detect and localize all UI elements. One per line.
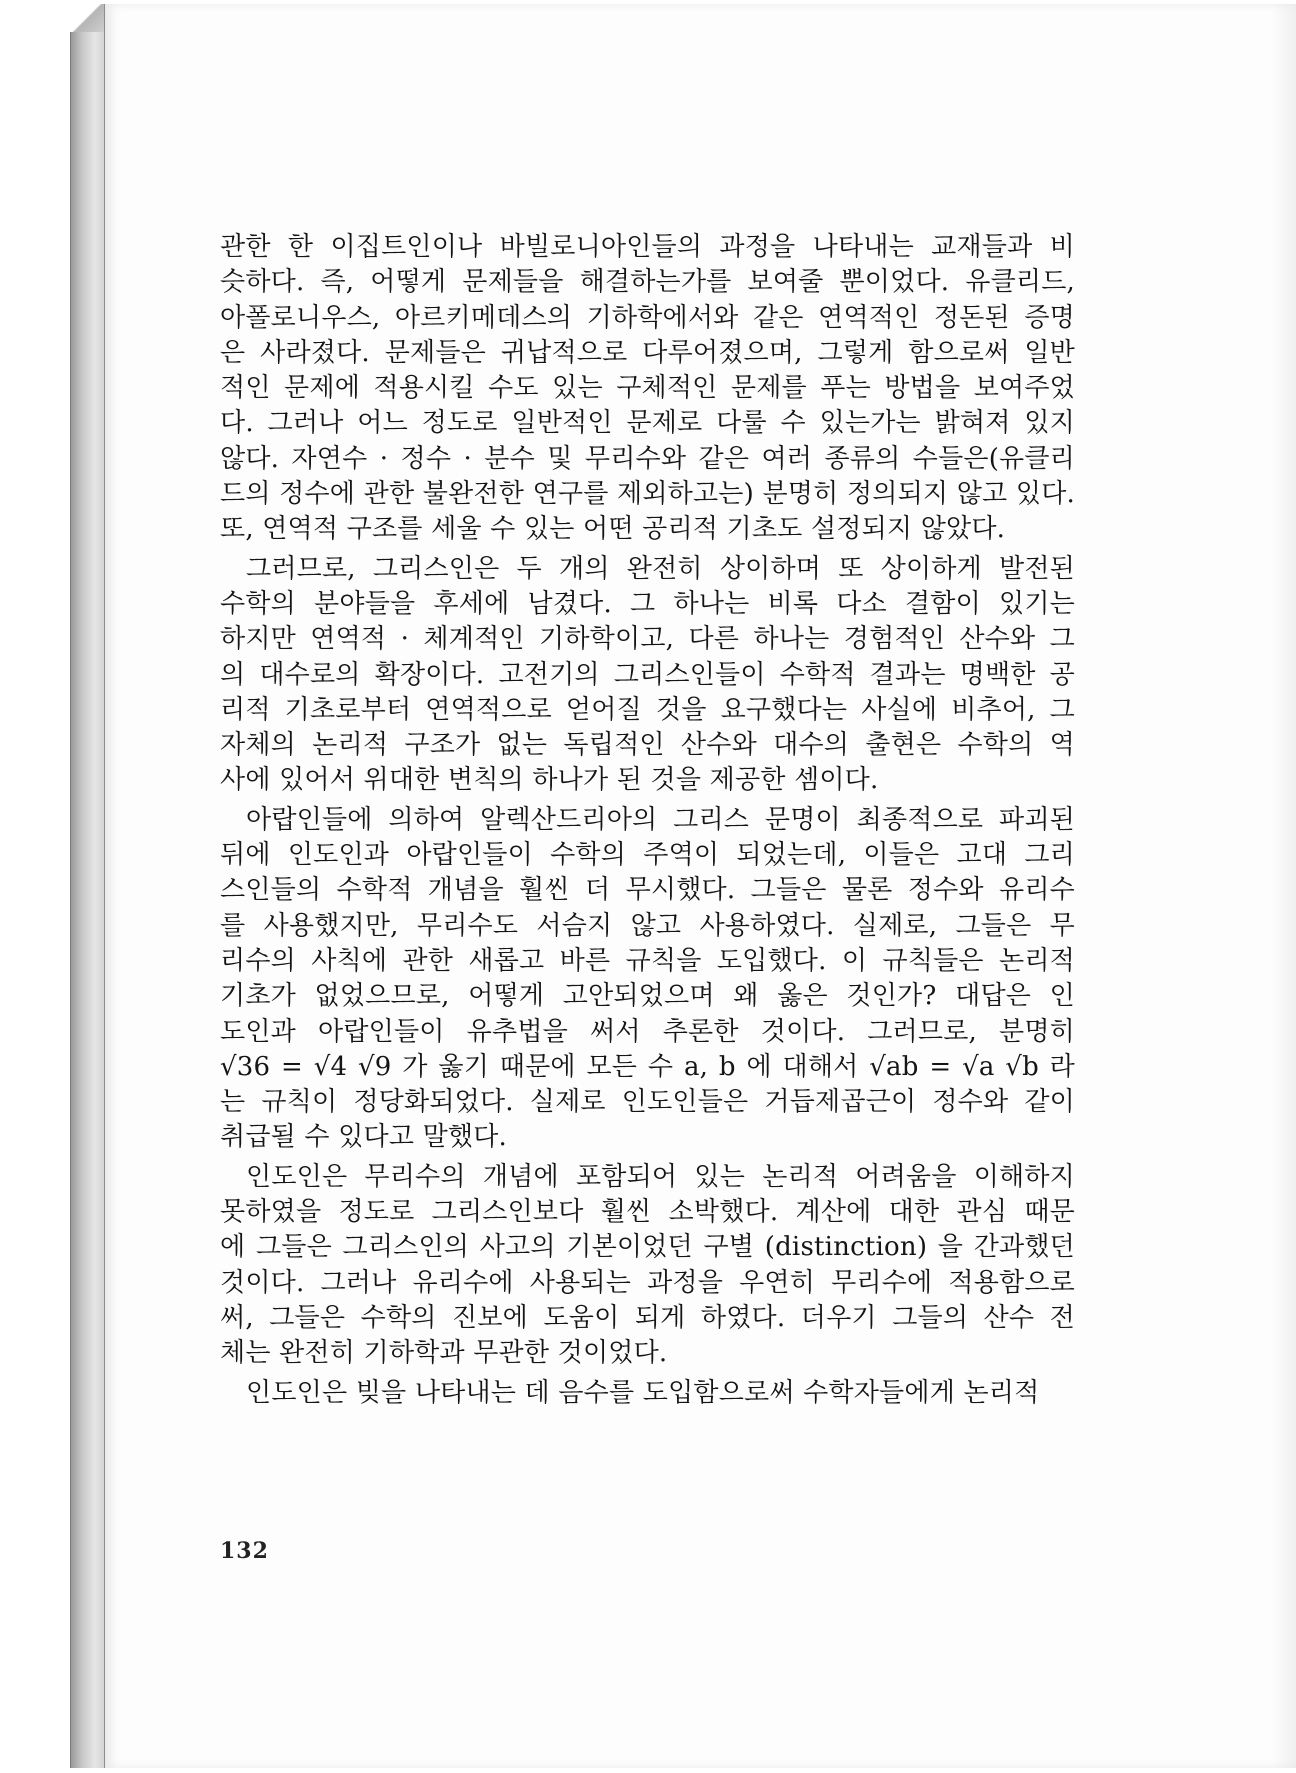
text-line: 취급될 수 있다고 말했다. bbox=[220, 1122, 508, 1153]
paragraph bbox=[220, 1160, 1075, 1372]
book-spine-corner bbox=[70, 4, 104, 32]
text-line: 그러므로, 그리스인은 두 개의 완전히 상이하며 또 상이하게 발전된 bbox=[246, 553, 1075, 584]
text-line: 수학의 분야들을 후세에 남겼다. 그 하나는 비록 다소 결함이 있기는 bbox=[220, 588, 1075, 619]
text-line: 아랍인들에 의하여 알렉산드리아의 그리스 문명이 최종적으로 파괴된 bbox=[246, 804, 1075, 835]
text-line: 스인들의 수학적 개념을 훨씬 더 무시했다. 그들은 물론 정수와 유리수 bbox=[220, 875, 1075, 906]
text-line: 써, 그들은 수학의 진보에 도움이 되게 하였다. 더우기 그들의 산수 전 bbox=[220, 1302, 1075, 1333]
paragraph bbox=[220, 803, 1075, 1156]
text-line: 의 대수로의 확장이다. 고전기의 그리스인들이 수학적 결과는 명백한 공 bbox=[220, 659, 1075, 690]
text-line: 는 규칙이 정당화되었다. 실제로 인도인들은 거듭제곱근이 정수와 같이 bbox=[220, 1087, 1075, 1118]
text-line: 것이다. 그러나 유리수에 사용되는 과정을 우연히 무리수에 적용함으로 bbox=[220, 1267, 1075, 1298]
text-line: 뒤에 인도인과 아랍인들이 수학의 주역이 되었는데, 이들은 고대 그리 bbox=[220, 840, 1075, 871]
text-line: 인도인은 무리수의 개념에 포함되어 있는 논리적 어려움을 이해하지 bbox=[246, 1161, 1075, 1192]
text-line: 에 그들은 그리스인의 사고의 기본이었던 구별 (distinction) 을 간과했던 bbox=[220, 1232, 1075, 1263]
text-line: 사에 있어서 위대한 변칙의 하나가 된 것을 제공한 셈이다. bbox=[220, 765, 879, 796]
paragraph bbox=[220, 552, 1075, 799]
text-line: 드의 정수에 관한 불완전한 연구를 제외하고는) 분명히 정의되지 않고 있다. bbox=[220, 479, 1075, 510]
text-line: √36 = √4 √9 가 옳기 때문에 모든 수 a, b 에 대해서 √ab = √a √b 라 bbox=[220, 1051, 1075, 1082]
text-line: 않다. 자연수 · 정수 · 분수 및 무리수와 같은 여러 종류의 수들은(유클리 bbox=[220, 443, 1075, 474]
text-line: 은 사라졌다. 문제들은 귀납적으로 다루어졌으며, 그렇게 함으로써 일반 bbox=[220, 337, 1075, 368]
text-line: 하지만 연역적 · 체계적인 기하학이고, 다른 하나는 경험적인 산수와 그 bbox=[220, 624, 1075, 655]
text-line: 아폴로니우스, 아르키메데스의 기하학에서와 같은 연역적인 정돈된 증명 bbox=[220, 302, 1075, 333]
text-line: 적인 문제에 적용시킬 수도 있는 구체적인 문제를 푸는 방법을 보여주었 bbox=[220, 373, 1075, 404]
text-line: 인도인은 빚을 나타내는 데 음수를 도입함으로써 수학자들에게 논리적 bbox=[246, 1377, 1040, 1408]
text-line: 리적 기초로부터 연역적으로 얻어질 것을 요구했다는 사실에 비추어, 그 bbox=[220, 694, 1075, 725]
paragraph bbox=[220, 230, 1075, 548]
page-number: 132 bbox=[220, 1538, 269, 1564]
text-line: 를 사용했지만, 무리수도 서슴지 않고 사용하였다. 실제로, 그들은 무 bbox=[220, 910, 1075, 941]
page-body-text bbox=[220, 230, 1075, 1411]
text-line: 관한 한 이집트인이나 바빌로니아인들의 과정을 나타내는 교재들과 비 bbox=[220, 232, 1075, 262]
text-line: 도인과 아랍인들이 유추법을 써서 추론한 것이다. 그러므로, 분명히 bbox=[220, 1016, 1075, 1047]
text-line: 다. 그러나 어느 정도로 일반적인 문제로 다룰 수 있는가는 밝혀져 있지 bbox=[220, 408, 1075, 439]
text-line: 자체의 논리적 구조가 없는 독립적인 산수와 대수의 출현은 수학의 역 bbox=[220, 730, 1075, 761]
text-line: 슷하다. 즉, 어떻게 문제들을 해결하는가를 보여줄 뿐이었다. 유클리드, bbox=[220, 267, 1075, 298]
book-spine bbox=[70, 16, 105, 1768]
text-line: 못하였을 정도로 그리스인보다 훨씬 소박했다. 계산에 대한 관심 때문 bbox=[220, 1197, 1075, 1228]
text-line: 체는 완전히 기하학과 무관한 것이었다. bbox=[220, 1338, 668, 1369]
text-line: 리수의 사칙에 관한 새롭고 바른 규칙을 도입했다. 이 규칙들은 논리적 bbox=[220, 945, 1075, 976]
page-edge-shadow bbox=[1271, 4, 1296, 1768]
text-line: 기초가 없었으므로, 어떻게 고안되었으며 왜 옳은 것인가? 대답은 인 bbox=[220, 981, 1075, 1012]
text-line: 또, 연역적 구조를 세울 수 있는 어떤 공리적 기초도 설정되지 않았다. bbox=[220, 514, 1006, 545]
paragraph bbox=[220, 1376, 1075, 1411]
